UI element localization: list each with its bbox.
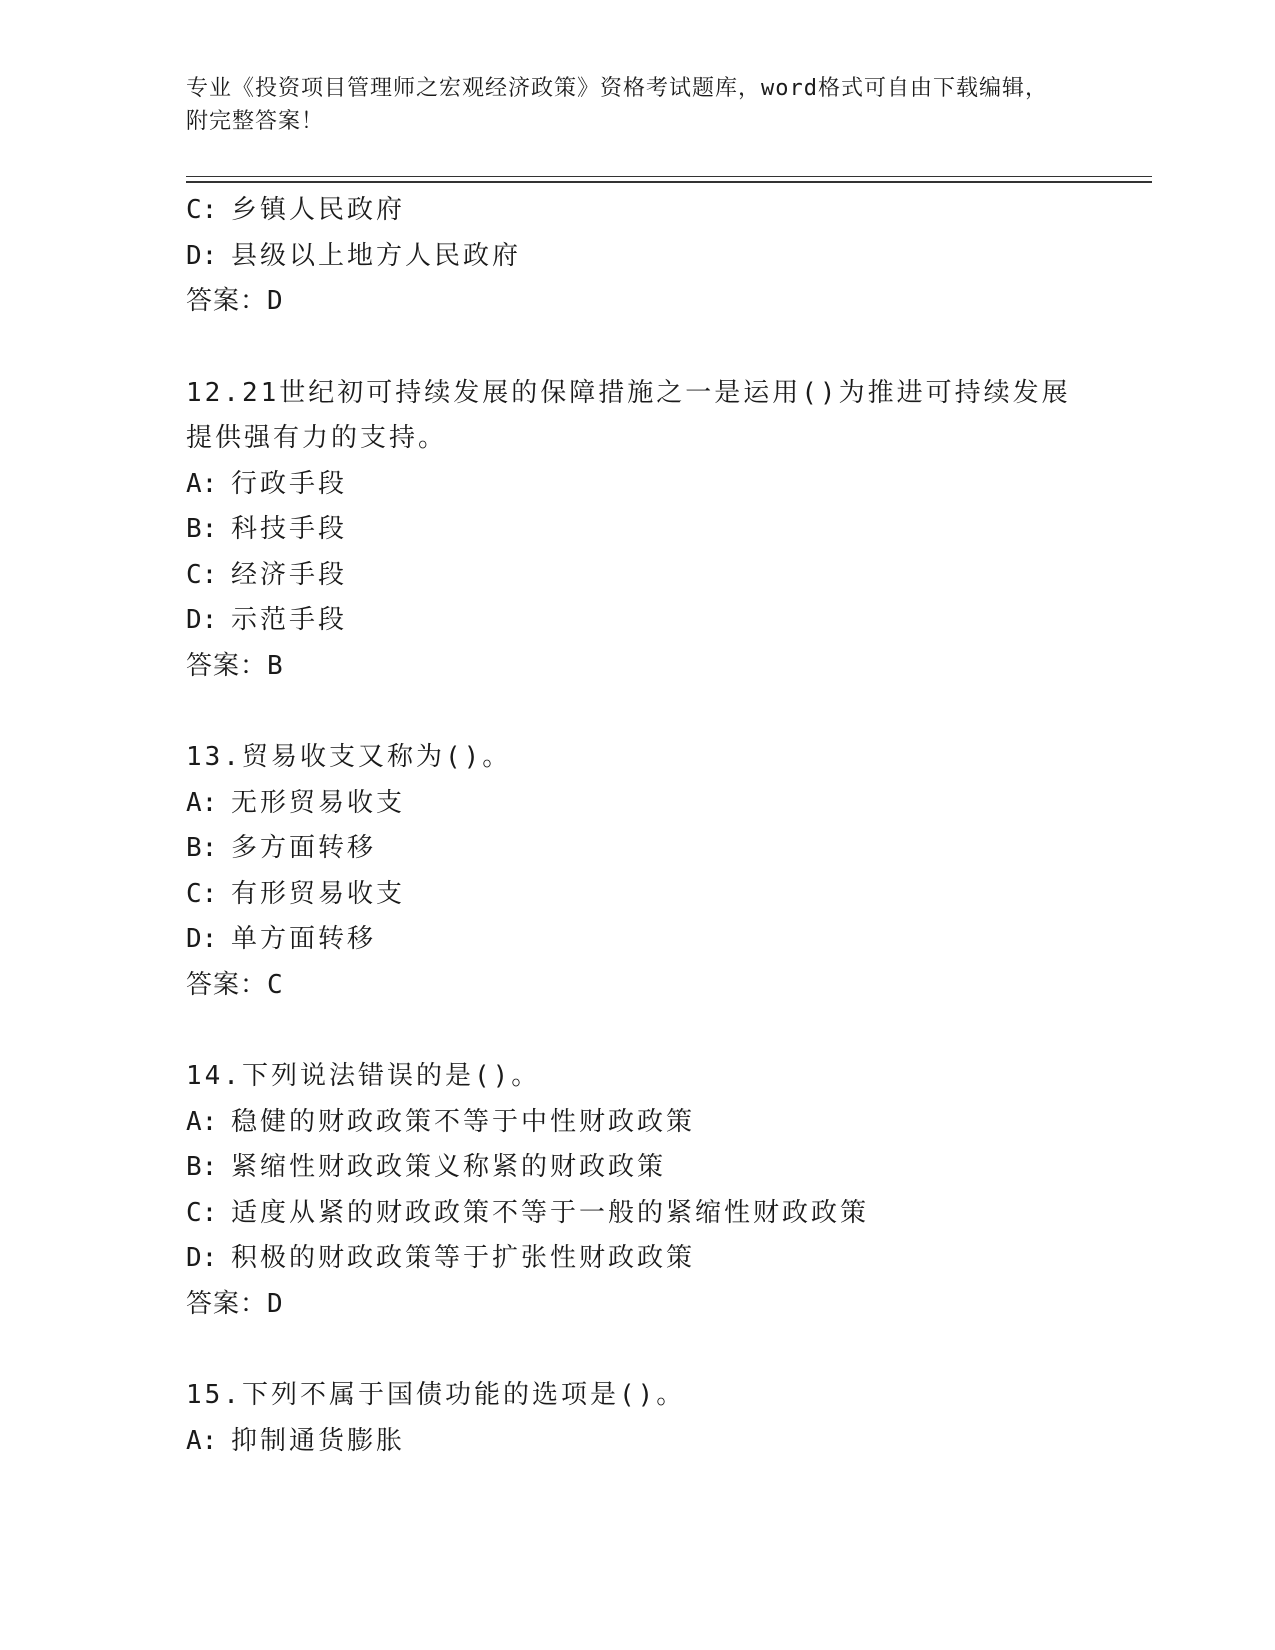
option-text: 乡镇人民政府 [231, 195, 406, 225]
option-b [186, 1145, 1086, 1191]
option-label: B: [186, 1152, 218, 1182]
option-text: 无形贸易收支 [231, 787, 406, 818]
question-number: 14. [186, 1061, 242, 1091]
option-b [186, 507, 1086, 553]
document-header [186, 72, 1066, 138]
option-label: D: [186, 924, 218, 954]
option-c [186, 872, 1086, 918]
answer-line [186, 1282, 1086, 1328]
option-c [186, 553, 1086, 599]
question-stem: 贸易收支又称为()。 [241, 742, 512, 772]
answer-label: 答案： [186, 286, 268, 316]
option-text: 积极的财政政策等于扩张性财政政策 [231, 1243, 696, 1273]
question-14 [186, 1054, 1086, 1327]
header-divider-thick [186, 181, 1152, 183]
option-text: 科技手段 [231, 514, 348, 544]
option-label: B: [186, 514, 218, 544]
question-number: 13. [186, 742, 242, 772]
question-text [186, 1054, 1086, 1100]
option-text: 单方面转移 [231, 924, 377, 954]
option-label: C: [186, 559, 218, 590]
question-number: 15. [186, 1380, 242, 1410]
question-stem: 下列说法错误的是()。 [241, 1061, 541, 1091]
question-text [186, 1373, 1086, 1419]
option-d [186, 598, 1086, 644]
option-text: 紧缩性财政政策义称紧的财政政策 [231, 1152, 667, 1182]
header-divider-thin [186, 176, 1152, 177]
answer-label: 答案： [186, 1288, 268, 1319]
option-a [186, 781, 1086, 827]
option-text: 适度从紧的财政政策不等于一般的紧缩性财政政策 [231, 1197, 870, 1228]
option-d [186, 917, 1086, 963]
question-list [186, 188, 1086, 1464]
answer-value: D [267, 1288, 284, 1319]
option-label: C: [186, 195, 218, 225]
option-label: C: [186, 878, 218, 909]
option-label: A: [186, 468, 218, 499]
answer-line [186, 644, 1086, 690]
option-label: D: [186, 1243, 218, 1273]
option-label: A: [186, 1425, 218, 1456]
answer-label: 答案： [186, 969, 268, 1000]
option-a [186, 1419, 1086, 1465]
option-a [186, 462, 1086, 508]
answer-value: D [267, 286, 284, 316]
question-number: 12. [186, 377, 242, 408]
option-c [186, 1191, 1086, 1237]
question-12 [186, 371, 1086, 690]
option-d [186, 1236, 1086, 1282]
option-text: 县级以上地方人民政府 [231, 240, 522, 271]
option-a [186, 1100, 1086, 1146]
option-text: 抑制通货膨胀 [231, 1425, 406, 1456]
question-15 [186, 1373, 1086, 1464]
option-text: 多方面转移 [231, 833, 377, 863]
question-fragment [186, 188, 1086, 325]
option-text: 行政手段 [231, 468, 348, 499]
question-stem: 下列不属于国债功能的选项是()。 [241, 1380, 686, 1410]
question-13 [186, 735, 1086, 1008]
option-label: A: [186, 787, 218, 818]
option-label: C: [186, 1197, 218, 1228]
answer-value: C [267, 969, 284, 1000]
option-text: 示范手段 [231, 605, 348, 635]
header-text: 专业《投资项目管理师之宏观经济政策》资格考试题库，word格式可自由下载编辑，附完整答案！ [186, 76, 1048, 134]
answer-label: 答案： [186, 650, 268, 681]
question-stem: 21世纪初可持续发展的保障措施之一是运用()为推进可持续发展提供强有力的支持。 [186, 377, 1071, 453]
option-label: B: [186, 833, 218, 863]
option-d [186, 234, 1086, 280]
option-c [186, 188, 1086, 234]
answer-line [186, 279, 1086, 325]
option-label: A: [186, 1106, 218, 1137]
question-text [186, 371, 1086, 462]
answer-line [186, 963, 1086, 1009]
option-b [186, 826, 1086, 872]
option-text: 经济手段 [231, 559, 348, 590]
question-text [186, 735, 1086, 781]
option-text: 稳健的财政政策不等于中性财政政策 [231, 1106, 696, 1137]
option-label: D: [186, 605, 218, 635]
answer-value: B [267, 650, 284, 681]
option-label: D: [186, 240, 218, 271]
option-text: 有形贸易收支 [231, 878, 406, 909]
